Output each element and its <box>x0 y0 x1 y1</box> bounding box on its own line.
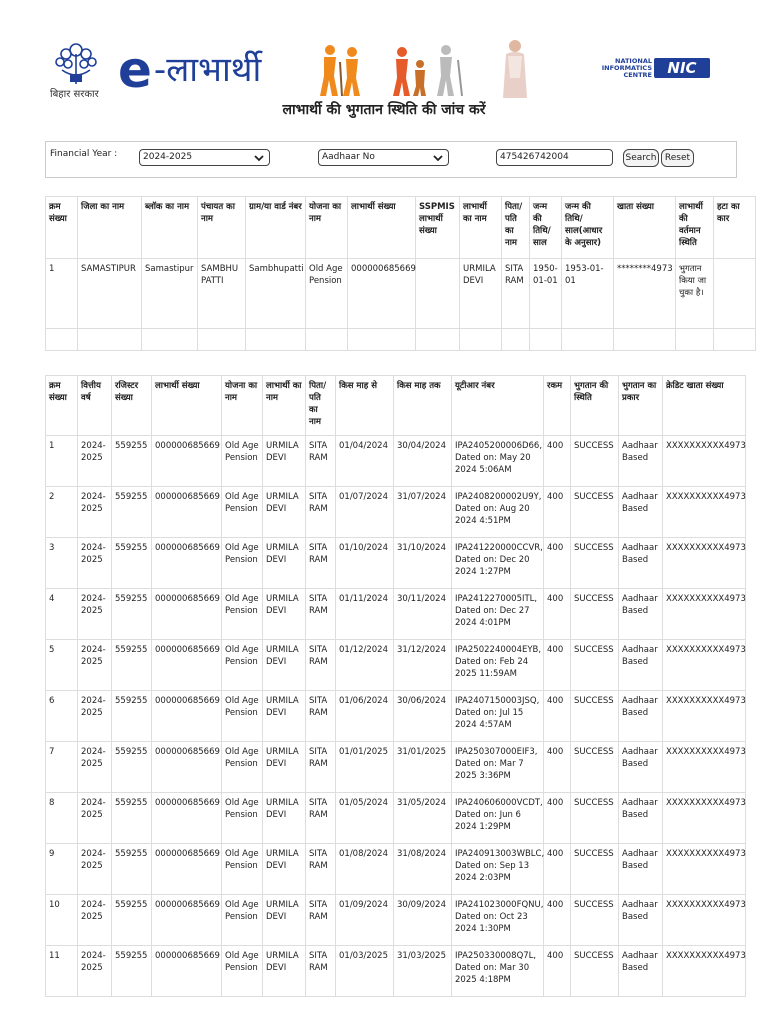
column-header: लाभार्थी की वर्तमान स्थिति <box>676 197 714 259</box>
table-cell: 400 <box>544 538 571 589</box>
financial-year-label: Financial Year : <box>50 149 118 159</box>
chevron-down-icon <box>253 152 265 164</box>
table-cell: SUCCESS <box>571 538 619 589</box>
table-cell: Samastipur <box>142 259 198 329</box>
table-cell: XXXXXXXXXX4973 <box>663 844 746 895</box>
nic-logo-box: NIC <box>654 58 710 78</box>
table-cell: 559255 <box>112 793 152 844</box>
table-row <box>46 259 756 329</box>
table-cell: 01/08/2024 <box>336 844 394 895</box>
table-row <box>46 793 746 844</box>
table-cell: 30/11/2024 <box>394 589 452 640</box>
table-cell: 2024-2025 <box>78 436 112 487</box>
beneficiary-figures-icon <box>312 40 472 100</box>
table-cell: IPA2405200006D66, Dated on: May 20 2024 5:06AM <box>452 436 544 487</box>
table-cell: Old Age Pension <box>222 589 263 640</box>
financial-year-select[interactable] <box>139 149 270 166</box>
table-row <box>46 946 746 997</box>
table-cell: SAMBHU PATTI <box>198 259 246 329</box>
column-header: क्रम संख्या <box>46 376 78 436</box>
table-cell <box>562 329 614 351</box>
table-cell: IPA2408200002U9Y, Dated on: Aug 20 2024 4:51PM <box>452 487 544 538</box>
table-cell: 31/08/2024 <box>394 844 452 895</box>
table-cell: 400 <box>544 946 571 997</box>
table-row <box>46 640 746 691</box>
column-header: भुगतान की स्थिति <box>571 376 619 436</box>
table-cell: 9 <box>46 844 78 895</box>
table-cell: 2 <box>46 487 78 538</box>
table-cell: SITA RAM <box>306 436 336 487</box>
table-cell: 000000685669 <box>152 640 222 691</box>
table-cell: 01/12/2024 <box>336 640 394 691</box>
table-cell: Aadhaar Based <box>619 844 663 895</box>
table-cell: 000000685669 <box>152 946 222 997</box>
column-header: लाभार्थी का नाम <box>460 197 502 259</box>
table-cell: 5 <box>46 640 78 691</box>
table-cell: 30/04/2024 <box>394 436 452 487</box>
table-cell: 400 <box>544 793 571 844</box>
table-cell: 2024-2025 <box>78 895 112 946</box>
table-cell: SUCCESS <box>571 946 619 997</box>
table-cell: SITA RAM <box>306 589 336 640</box>
e-labharthi-logo[interactable] <box>118 40 261 100</box>
table-cell: URMILA DEVI <box>460 259 502 329</box>
table-cell: 559255 <box>112 691 152 742</box>
table-cell: 400 <box>544 742 571 793</box>
table-cell: SITA RAM <box>306 487 336 538</box>
table-cell: IPA250330008Q7L, Dated on: Mar 30 2025 4:18PM <box>452 946 544 997</box>
column-header: रकम <box>544 376 571 436</box>
table-cell: XXXXXXXXXX4973 <box>663 640 746 691</box>
column-header: जिला का नाम <box>78 197 142 259</box>
table-cell <box>78 329 142 351</box>
table-cell: URMILA DEVI <box>263 844 306 895</box>
brand-text: -लाभार्थी <box>153 50 262 90</box>
table-cell: URMILA DEVI <box>263 487 306 538</box>
table-cell: 559255 <box>112 487 152 538</box>
table-cell: SUCCESS <box>571 895 619 946</box>
table-cell: IPA241023000FQNU, Dated on: Oct 23 2024 1:30PM <box>452 895 544 946</box>
table-row <box>46 742 746 793</box>
table-cell: URMILA DEVI <box>263 538 306 589</box>
table-cell: SAMASTIPUR <box>78 259 142 329</box>
table-cell: 3 <box>46 538 78 589</box>
government-label: बिहार सरकार <box>50 89 99 100</box>
table-cell <box>714 259 756 329</box>
table-cell: 01/03/2025 <box>336 946 394 997</box>
table-cell: 400 <box>544 844 571 895</box>
table-cell: 000000685669 <box>152 844 222 895</box>
table-cell: Old Age Pension <box>222 895 263 946</box>
column-header: पिता/पति का नाम <box>502 197 530 259</box>
table-cell <box>530 329 562 351</box>
nic-text-line: CENTRE <box>623 71 652 79</box>
table-cell: 559255 <box>112 436 152 487</box>
table-cell: 000000685669 <box>152 487 222 538</box>
table-cell: SUCCESS <box>571 436 619 487</box>
table-cell: URMILA DEVI <box>263 793 306 844</box>
column-header: भुगतान का प्रकार <box>619 376 663 436</box>
brand-e: e <box>118 41 152 99</box>
table-cell: SITA RAM <box>306 742 336 793</box>
table-cell: 01/05/2024 <box>336 793 394 844</box>
table-cell: 400 <box>544 487 571 538</box>
table-cell: SUCCESS <box>571 844 619 895</box>
header <box>0 0 768 130</box>
table-cell: 01/01/2025 <box>336 742 394 793</box>
column-header: क्रम संख्या <box>46 197 78 259</box>
table-cell: 000000685669 <box>152 793 222 844</box>
table-cell: SITA RAM <box>306 844 336 895</box>
table-cell: 2024-2025 <box>78 589 112 640</box>
table-cell: 01/09/2024 <box>336 895 394 946</box>
table-cell: URMILA DEVI <box>263 946 306 997</box>
table-cell: 000000685669 <box>152 589 222 640</box>
table-cell: 000000685669 <box>152 742 222 793</box>
table-row <box>46 844 746 895</box>
table-cell: 01/11/2024 <box>336 589 394 640</box>
table-cell: IPA241220000CCVR, Dated on: Dec 20 2024 1:27PM <box>452 538 544 589</box>
table-cell <box>46 329 78 351</box>
column-header: हटा का कार <box>714 197 756 259</box>
table-cell: 2024-2025 <box>78 640 112 691</box>
table-cell: 2024-2025 <box>78 946 112 997</box>
table-cell: XXXXXXXXXX4973 <box>663 691 746 742</box>
table-cell: IPA2407150003JSQ, Dated on: Jul 15 2024 4:57AM <box>452 691 544 742</box>
table-cell: भुगतान किया जा चुका है। <box>676 259 714 329</box>
table-cell: IPA2502240004EYB, Dated on: Feb 24 2025 11:59AM <box>452 640 544 691</box>
table-cell: 000000685669 <box>152 538 222 589</box>
column-header: पंचायत का नाम <box>198 197 246 259</box>
table-cell: Old Age Pension <box>222 538 263 589</box>
table-cell: 2024-2025 <box>78 538 112 589</box>
table-cell: SUCCESS <box>571 691 619 742</box>
table-row <box>46 538 746 589</box>
table-cell: IPA240606000VCDT, Dated on: Jun 6 2024 1:29PM <box>452 793 544 844</box>
lady-figure-icon <box>500 38 530 100</box>
beneficiary-table <box>45 196 756 351</box>
table-cell <box>348 329 416 351</box>
column-header: क्रेडिट खाता संख्या <box>663 376 746 436</box>
table-cell: 000000685669 <box>152 691 222 742</box>
table-cell: SUCCESS <box>571 589 619 640</box>
table-row <box>46 691 746 742</box>
table-cell: XXXXXXXXXX4973 <box>663 742 746 793</box>
table-row <box>46 436 746 487</box>
table-cell: XXXXXXXXXX4973 <box>663 487 746 538</box>
nic-text-line: INFORMATICS <box>601 64 652 72</box>
table-cell <box>306 329 348 351</box>
column-header: यूटीआर नंबर <box>452 376 544 436</box>
column-header: ब्लॉक का नाम <box>142 197 198 259</box>
nic-logo <box>590 56 712 82</box>
table-cell: XXXXXXXXXX4973 <box>663 589 746 640</box>
column-header: योजना का नाम <box>222 376 263 436</box>
table-cell: 30/09/2024 <box>394 895 452 946</box>
table-cell: Old Age Pension <box>222 487 263 538</box>
table-cell: SUCCESS <box>571 487 619 538</box>
table-cell: 31/10/2024 <box>394 538 452 589</box>
table-cell: ********4973 <box>614 259 676 329</box>
table-cell: 400 <box>544 691 571 742</box>
table-cell: XXXXXXXXXX4973 <box>663 793 746 844</box>
reset-button[interactable]: Reset <box>661 149 694 167</box>
table-cell: 31/12/2024 <box>394 640 452 691</box>
table-cell: 4 <box>46 589 78 640</box>
table-cell: 31/05/2024 <box>394 793 452 844</box>
table-cell: SUCCESS <box>571 742 619 793</box>
payment-table-container <box>45 375 746 997</box>
table-cell: SITA RAM <box>306 946 336 997</box>
table-cell: URMILA DEVI <box>263 691 306 742</box>
table-header-row <box>46 376 746 436</box>
table-cell: Aadhaar Based <box>619 436 663 487</box>
table-cell: 31/03/2025 <box>394 946 452 997</box>
table-cell: Old Age Pension <box>222 742 263 793</box>
table-cell: 000000685669 <box>348 259 416 329</box>
beneficiary-table-container <box>45 196 740 351</box>
table-cell: SUCCESS <box>571 793 619 844</box>
column-header: लाभार्थी का नाम <box>263 376 306 436</box>
column-header: रजिस्टर संख्या <box>112 376 152 436</box>
table-cell: Old Age Pension <box>222 793 263 844</box>
chevron-down-icon <box>432 152 444 164</box>
table-cell: URMILA DEVI <box>263 436 306 487</box>
table-cell: 400 <box>544 895 571 946</box>
table-cell: URMILA DEVI <box>263 742 306 793</box>
table-cell: Old Age Pension <box>306 259 348 329</box>
column-header: योजना का नाम <box>306 197 348 259</box>
table-cell: 8 <box>46 793 78 844</box>
table-cell: 01/04/2024 <box>336 436 394 487</box>
column-header: जन्म की तिथि/साल <box>530 197 562 259</box>
table-cell: Aadhaar Based <box>619 742 663 793</box>
table-cell: Old Age Pension <box>222 640 263 691</box>
table-cell: IPA2412270005ITL, Dated on: Dec 27 2024 4:01PM <box>452 589 544 640</box>
table-cell: 400 <box>544 589 571 640</box>
table-cell <box>676 329 714 351</box>
column-header: किस माह तक <box>394 376 452 436</box>
table-cell: 559255 <box>112 589 152 640</box>
table-cell: SITA RAM <box>306 691 336 742</box>
table-row <box>46 487 746 538</box>
table-cell: 559255 <box>112 946 152 997</box>
id-type-value: Aadhaar No <box>322 152 375 162</box>
table-cell: 2024-2025 <box>78 691 112 742</box>
table-cell: 559255 <box>112 742 152 793</box>
table-cell: IPA250307000EIF3, Dated on: Mar 7 2025 3:36PM <box>452 742 544 793</box>
table-cell: 2024-2025 <box>78 793 112 844</box>
table-cell: XXXXXXXXXX4973 <box>663 895 746 946</box>
search-button[interactable]: Search <box>623 149 659 167</box>
column-header: वित्तीय वर्ष <box>78 376 112 436</box>
table-cell: IPA240913003WBLC, Dated on: Sep 13 2024 2:03PM <box>452 844 544 895</box>
table-cell: SITA RAM <box>306 640 336 691</box>
table-cell <box>614 329 676 351</box>
table-cell: SITA RAM <box>306 895 336 946</box>
table-cell <box>142 329 198 351</box>
table-cell: 6 <box>46 691 78 742</box>
table-cell: 1950-01-01 <box>530 259 562 329</box>
table-cell: URMILA DEVI <box>263 589 306 640</box>
table-row <box>46 895 746 946</box>
table-cell: 2024-2025 <box>78 844 112 895</box>
table-cell: 31/01/2025 <box>394 742 452 793</box>
table-cell: 2024-2025 <box>78 742 112 793</box>
table-cell: XXXXXXXXXX4973 <box>663 946 746 997</box>
id-type-select[interactable] <box>318 149 449 166</box>
table-cell: 400 <box>544 436 571 487</box>
table-cell <box>416 259 460 329</box>
column-header: खाता संख्या <box>614 197 676 259</box>
table-cell: 1 <box>46 436 78 487</box>
table-cell: 559255 <box>112 844 152 895</box>
column-header: SSPMIS लाभार्थी संख्या <box>416 197 460 259</box>
table-cell: 30/06/2024 <box>394 691 452 742</box>
table-cell: 11 <box>46 946 78 997</box>
table-cell: 000000685669 <box>152 436 222 487</box>
table-cell <box>416 329 460 351</box>
table-cell: Aadhaar Based <box>619 793 663 844</box>
table-cell: Old Age Pension <box>222 436 263 487</box>
nic-text-line: NATIONAL <box>615 57 652 65</box>
table-cell <box>502 329 530 351</box>
column-header: लाभार्थी संख्या <box>152 376 222 436</box>
table-cell: Aadhaar Based <box>619 691 663 742</box>
table-cell: 31/07/2024 <box>394 487 452 538</box>
table-cell: 10 <box>46 895 78 946</box>
empty-table-row <box>46 329 756 351</box>
table-cell: Aadhaar Based <box>619 946 663 997</box>
table-cell <box>714 329 756 351</box>
table-cell: 559255 <box>112 538 152 589</box>
column-header: ग्राम/या वार्ड नंबर <box>246 197 306 259</box>
page-title: लाभार्थी की भुगतान स्थिति की जांच करें <box>282 102 486 118</box>
table-cell: 7 <box>46 742 78 793</box>
column-header: लाभार्थी संख्या <box>348 197 416 259</box>
table-cell: XXXXXXXXXX4973 <box>663 538 746 589</box>
table-cell: Old Age Pension <box>222 844 263 895</box>
payment-table <box>45 375 746 997</box>
table-cell: 559255 <box>112 640 152 691</box>
table-cell <box>460 329 502 351</box>
column-header: पिता/पति का नाम <box>306 376 336 436</box>
table-cell: Old Age Pension <box>222 946 263 997</box>
table-header-row <box>46 197 756 259</box>
table-cell: Old Age Pension <box>222 691 263 742</box>
table-cell: URMILA DEVI <box>263 895 306 946</box>
table-row <box>46 589 746 640</box>
table-cell: 1 <box>46 259 78 329</box>
financial-year-value: 2024-2025 <box>143 152 193 162</box>
table-cell: 01/10/2024 <box>336 538 394 589</box>
table-cell: Aadhaar Based <box>619 895 663 946</box>
table-cell: 559255 <box>112 895 152 946</box>
table-cell: Aadhaar Based <box>619 538 663 589</box>
table-cell: Aadhaar Based <box>619 589 663 640</box>
table-cell: 000000685669 <box>152 895 222 946</box>
table-cell: Aadhaar Based <box>619 487 663 538</box>
nic-full-name <box>590 58 652 79</box>
table-cell: Aadhaar Based <box>619 640 663 691</box>
table-cell: SITA RAM <box>306 793 336 844</box>
table-cell: SUCCESS <box>571 640 619 691</box>
table-cell <box>198 329 246 351</box>
table-cell <box>246 329 306 351</box>
table-cell: URMILA DEVI <box>263 640 306 691</box>
table-cell: 2024-2025 <box>78 487 112 538</box>
table-cell: SITA RAM <box>306 538 336 589</box>
table-cell: 01/07/2024 <box>336 487 394 538</box>
table-cell: 400 <box>544 640 571 691</box>
column-header: किस माह से <box>336 376 394 436</box>
table-cell: 1953-01-01 <box>562 259 614 329</box>
search-filter-panel <box>45 141 737 178</box>
column-header: जन्म की तिथि/साल(आधार के अनुसार) <box>562 197 614 259</box>
table-cell: SITA RAM <box>502 259 530 329</box>
table-cell: Sambhupatti <box>246 259 306 329</box>
table-cell: 01/06/2024 <box>336 691 394 742</box>
table-cell: XXXXXXXXXX4973 <box>663 436 746 487</box>
id-number-input[interactable]: 475426742004 <box>496 149 613 166</box>
